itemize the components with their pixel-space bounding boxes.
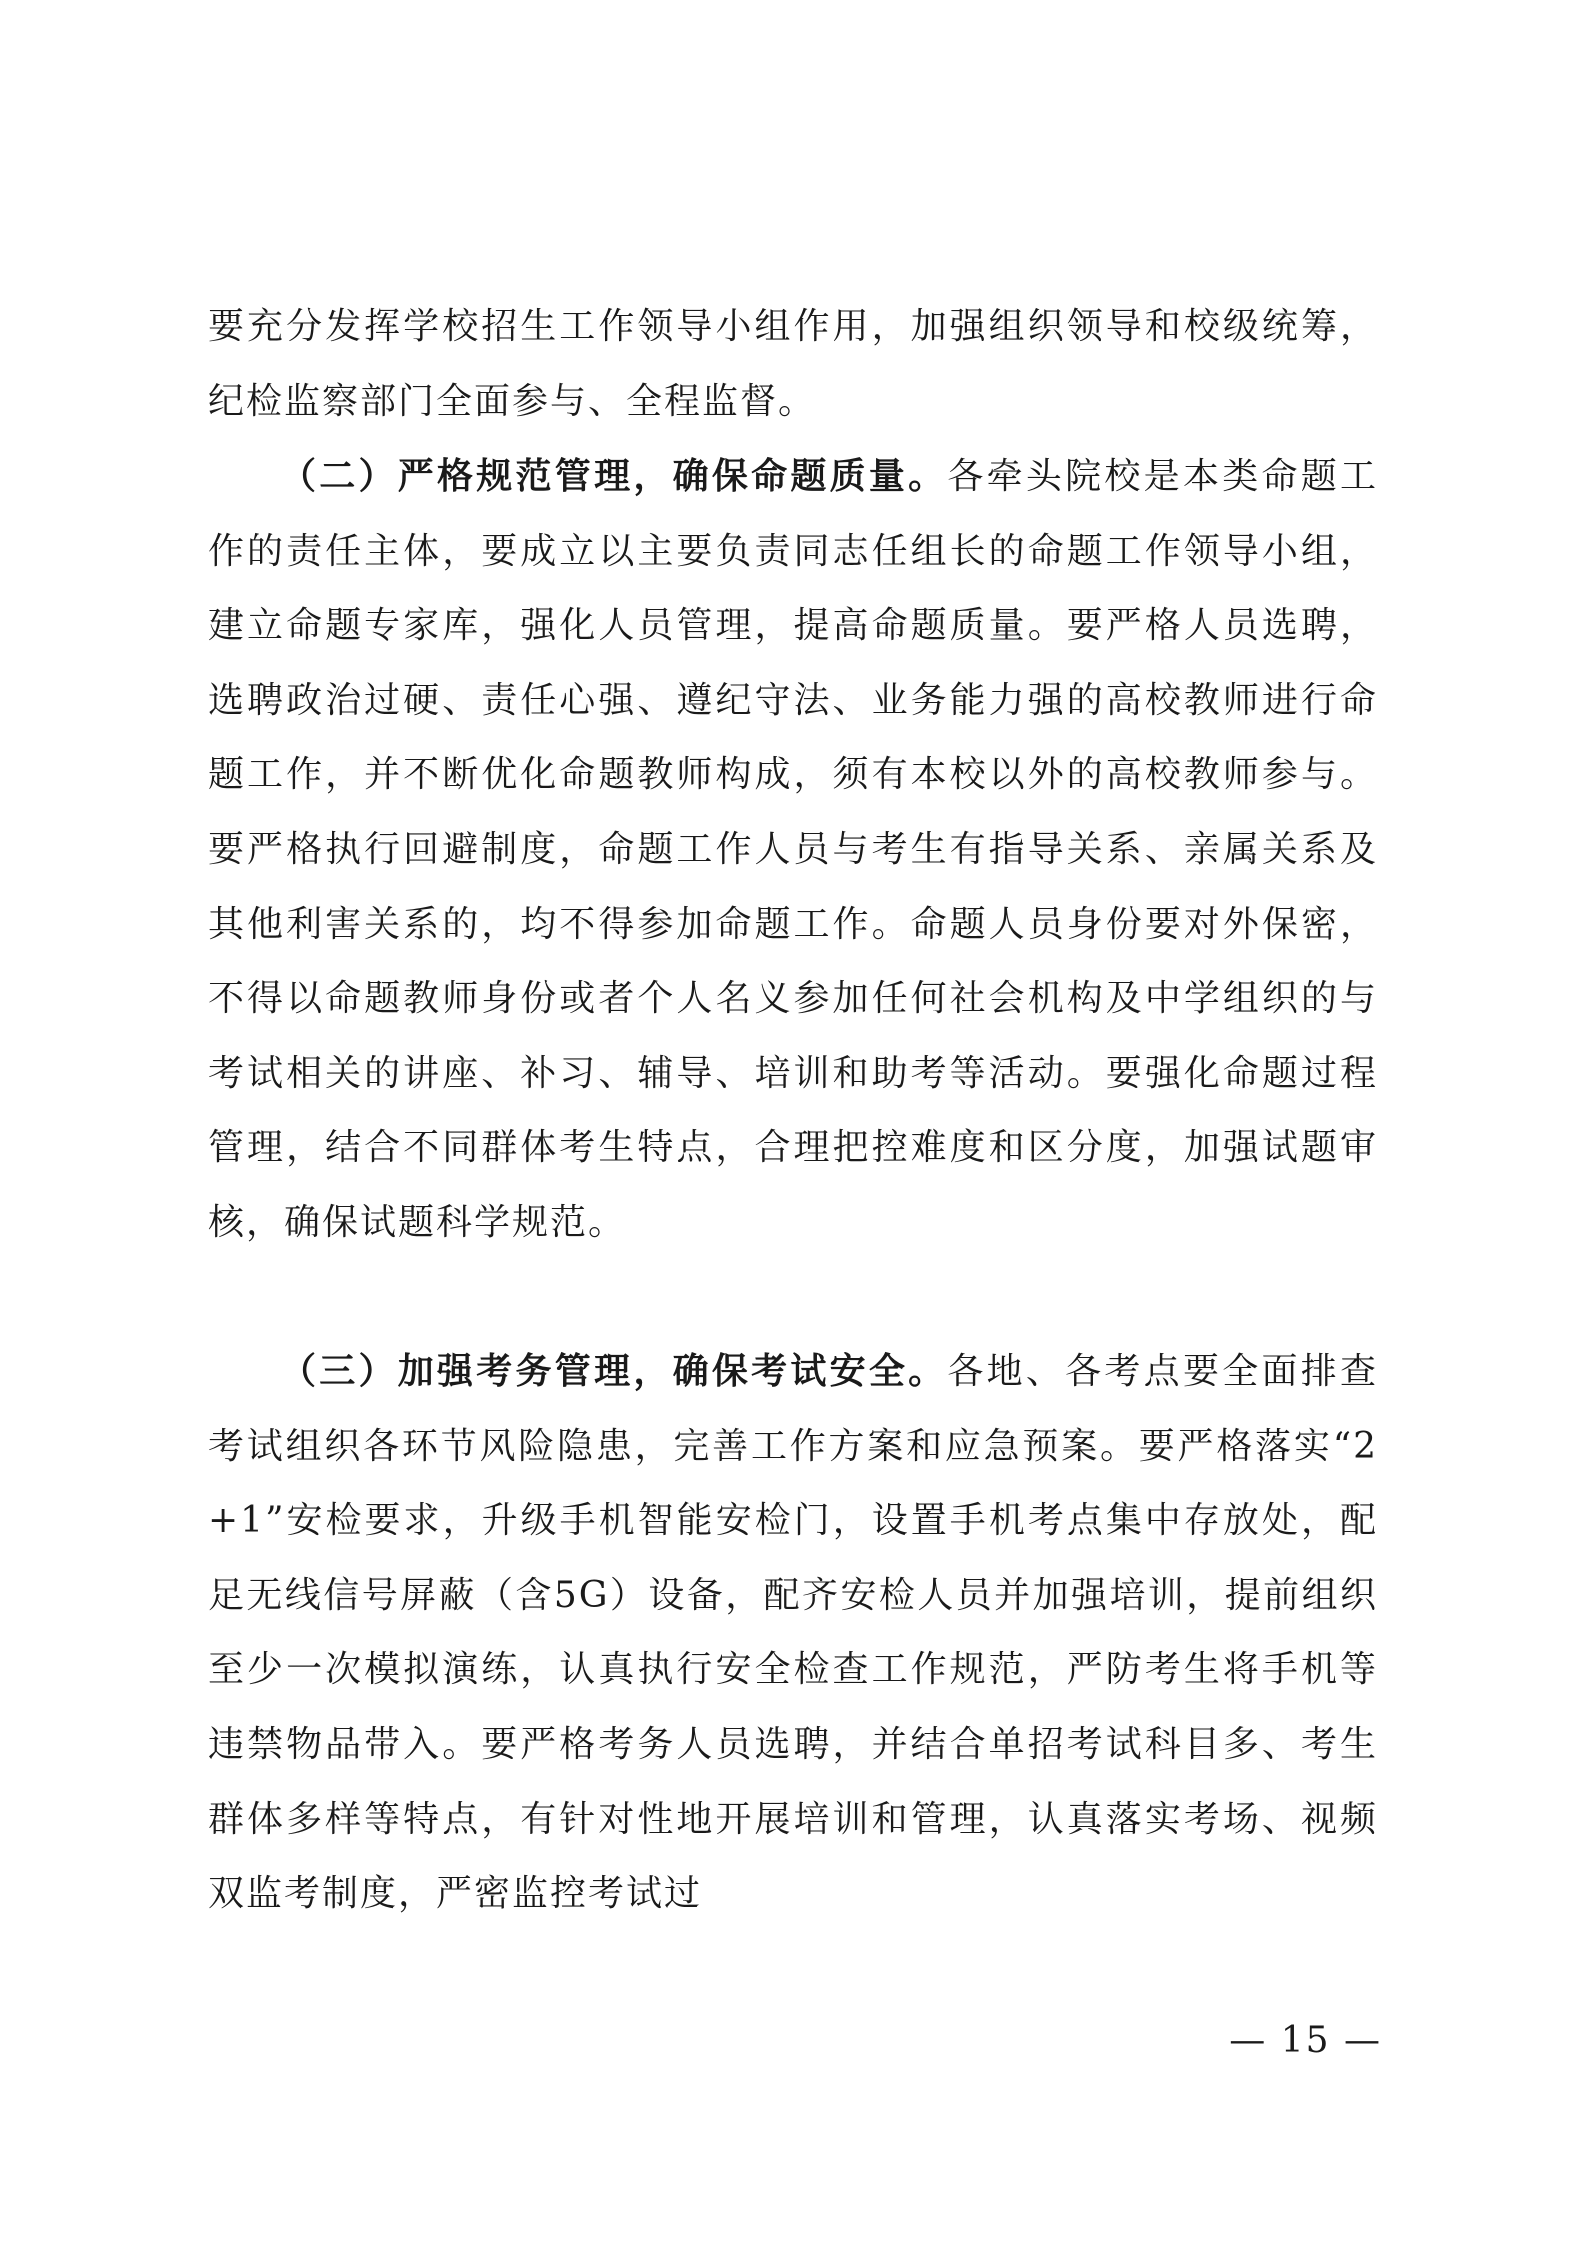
- paragraph-section-2: [208, 439, 1378, 1261]
- section-heading: （三）加强考务管理，确保考试安全。: [280, 1350, 948, 1392]
- section-three: [208, 1334, 1378, 1932]
- section-heading: （二）严格规范管理，确保命题质量。: [280, 455, 948, 497]
- paragraph-text: 各地、各考点要全面排查考试组织各环节风险隐患，完善工作方案和应急预案。要严格落实“2+1”安检要求，升级手机智能安检门，设置手机考点集中存放处，配足无线信号屏蔽（含5G）设备，配齐安检人员并加强培训，提前组织至少一次模拟演练，认真执行安全检查工作规范，严防考生将手机等违禁物品带入。要严格考务人员选聘，并结合单招考试科目多、考生群体多样等特点，有针对性地开展培训和管理，认真落实考场、视频双监考制度，严密监控考试过: [208, 1351, 1378, 1915]
- paragraph-text: 要充分发挥学校招生工作领导小组作用，加强组织领导和校级统筹，纪检监察部门全面参与、全程监督。: [208, 306, 1378, 422]
- paragraph-section-3: [208, 1334, 1378, 1932]
- paragraph-text: 各牵头院校是本类命题工作的责任主体，要成立以主要负责同志任组长的命题工作领导小组，建立命题专家库，强化人员管理，提高命题质量。要严格人员选聘，选聘政治过硬、责任心强、遵纪守法、业务能力强的高校教师进行命题工作，并不断优化命题教师构成，须有本校以外的高校教师参与。要严格执行回避制度，命题工作人员与考生有指导关系、亲属关系及其他利害关系的，均不得参加命题工作。命题人员身份要对外保密，不得以命题教师身份或者个人名义参加任何社会机构及中学组织的与考试相关的讲座、补习、辅导、培训和助考等活动。要强化命题过程管理，结合不同群体考生特点，合理把控难度和区分度，加强试题审核，确保试题科学规范。: [208, 456, 1378, 1243]
- paragraph-continuation: [208, 290, 1378, 439]
- body-text: [208, 290, 1378, 439]
- page-number: — 15 —: [1229, 2020, 1382, 2061]
- section-two: [208, 439, 1378, 1261]
